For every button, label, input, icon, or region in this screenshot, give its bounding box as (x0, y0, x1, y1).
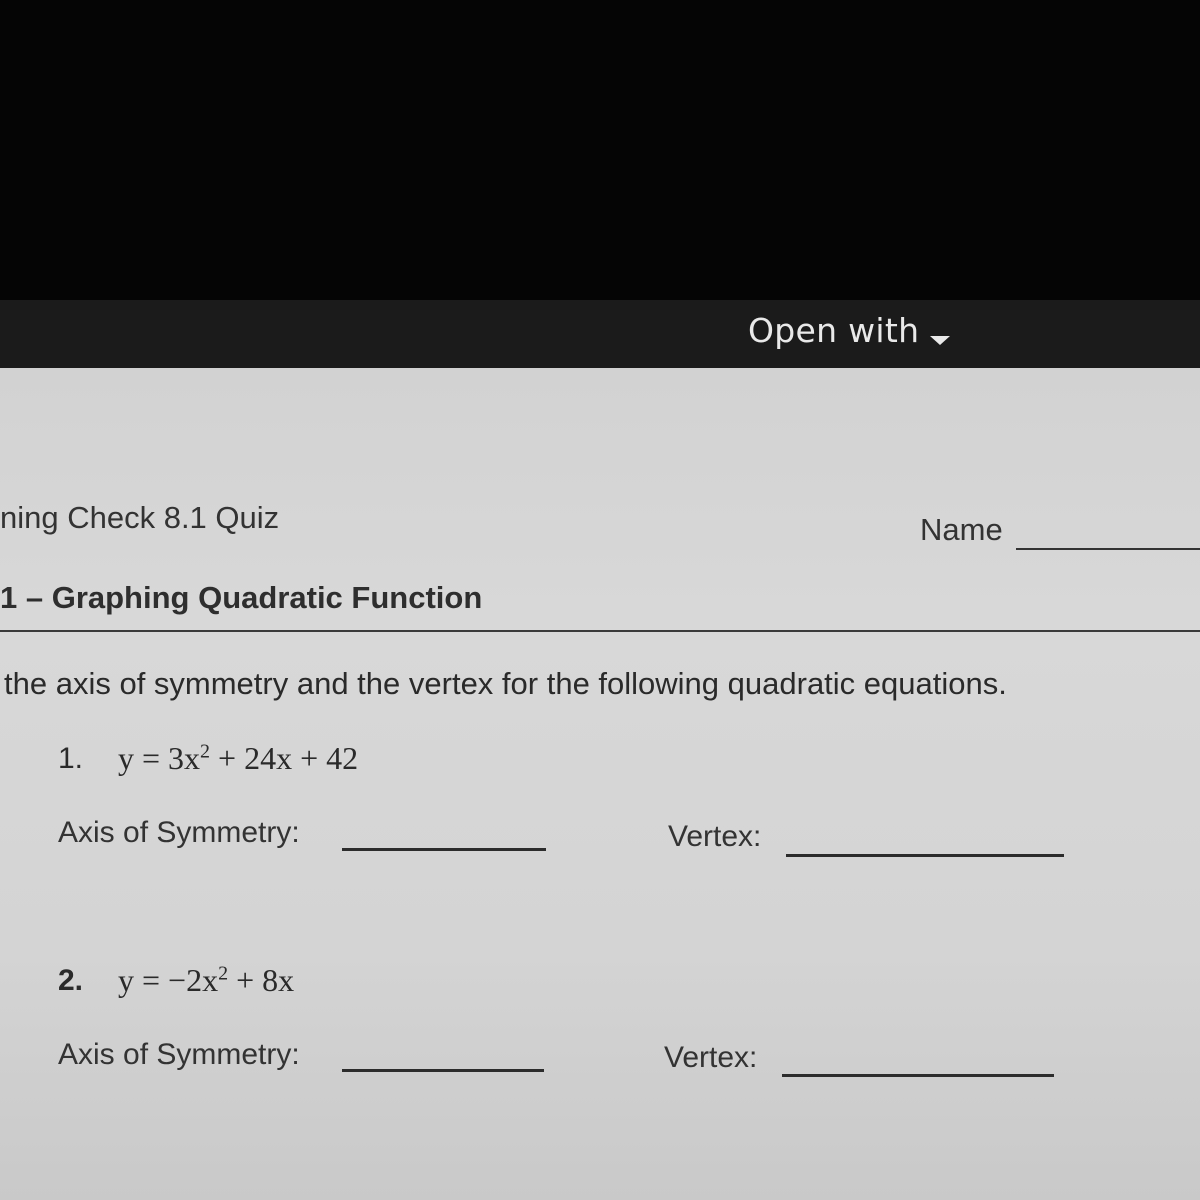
name-label: Name (920, 512, 1003, 547)
document-page (0, 368, 1200, 1200)
equation-prefix: y = 3x (118, 740, 201, 776)
question-equation (118, 962, 294, 999)
document-title: ning Check 8.1 Quiz (0, 500, 280, 535)
section-heading: 1 – Graphing Quadratic Function (0, 580, 483, 615)
viewer-backdrop (0, 0, 1200, 300)
axis-of-symmetry-label: Axis of Symmetry: (58, 1038, 300, 1071)
viewer-toolbar (0, 300, 1200, 368)
equation-suffix: + 24x + 42 (210, 740, 359, 776)
vertex-label: Vertex: (668, 820, 762, 853)
equation-suffix: + 8x (228, 962, 295, 998)
equation-prefix: y = −2x (118, 962, 219, 998)
vertex-blank (786, 854, 1064, 857)
caret-down-icon[interactable] (930, 336, 950, 345)
question-number: 1. (58, 742, 84, 775)
axis-of-symmetry-blank (342, 1069, 544, 1072)
axis-of-symmetry-blank (342, 848, 546, 851)
equation-exponent: 2 (200, 740, 211, 763)
question-number: 2. (58, 964, 84, 997)
equation-exponent: 2 (218, 962, 229, 985)
name-blank-line (1016, 548, 1200, 550)
open-with-button[interactable]: Open with (748, 311, 920, 350)
vertex-blank (782, 1074, 1054, 1077)
axis-of-symmetry-label: Axis of Symmetry: (58, 816, 300, 849)
section-divider (0, 630, 1200, 632)
instructions-text: the axis of symmetry and the vertex for the following quadratic equations. (4, 666, 1007, 701)
vertex-label: Vertex: (664, 1041, 758, 1074)
question-equation (118, 740, 358, 777)
